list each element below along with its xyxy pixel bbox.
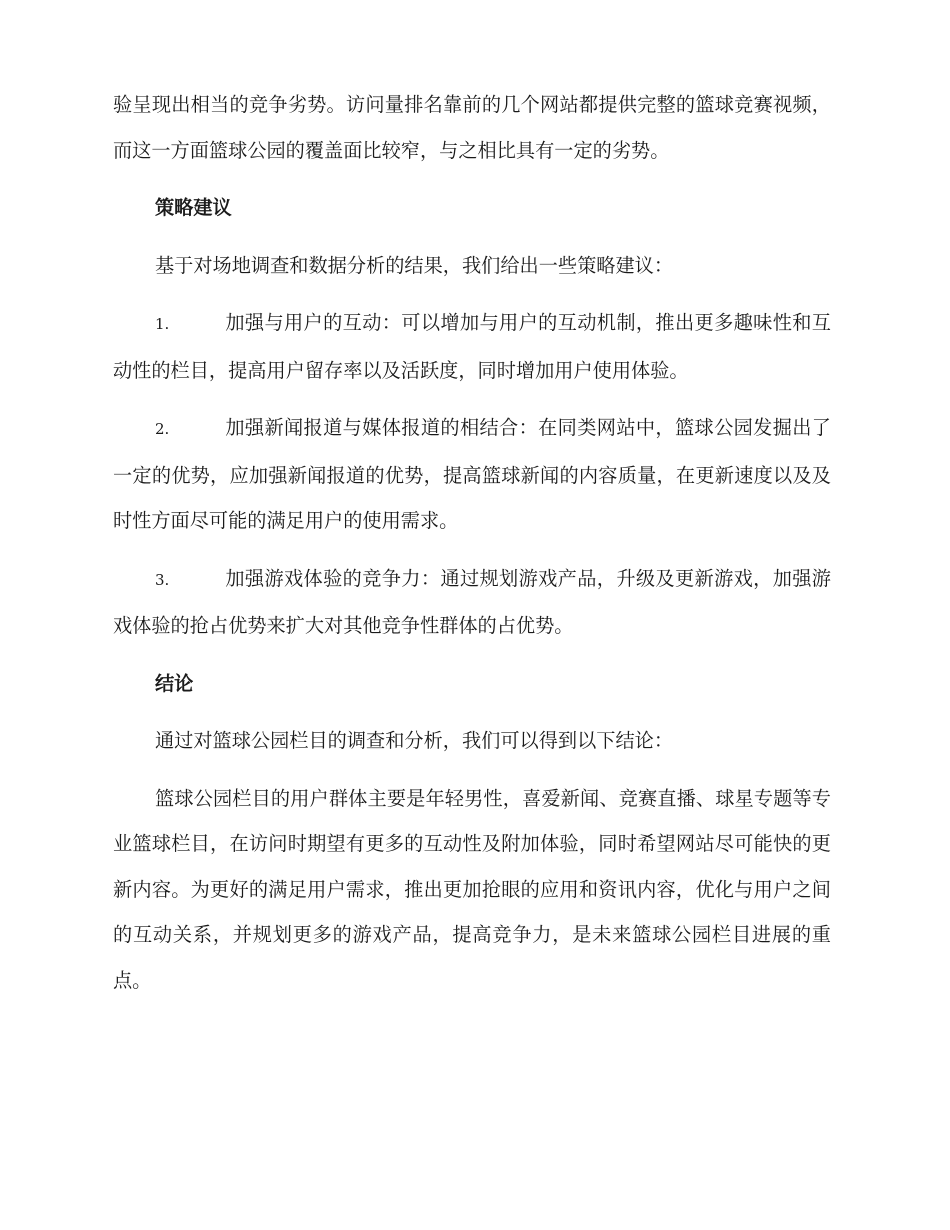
strategy-item-1 xyxy=(113,300,831,393)
strategy-intro-paragraph: 基于对场地调查和数据分析的结果，我们给出一些策略建议： xyxy=(155,253,674,277)
strategy-item-3 xyxy=(113,556,831,649)
strategy-item-text: 加强游戏体验的竞争力：通过规划游戏产品，升级及更新游戏，加强游戏体验的抢占优势来扩大对其他竞争性群体的占优势。 xyxy=(113,566,831,637)
conclusion-body-paragraph: 篮球公园栏目的用户群体主要是年轻男性，喜爱新闻、竞赛直播、球星专题等专业篮球栏目，在访问时期望有更多的互动性及附加体验，同时希望网站尽可能快的更新内容。为更好的满足用户需求，推出更加抢眼的应用和资讯内容，优化与用户之间的互动关系，并规划更多的游戏产品，提高竞争力，是未来篮球公园栏目进展的重点。 xyxy=(113,786,831,992)
strategy-item-number: 2. xyxy=(155,420,170,438)
document-page xyxy=(113,93,831,1015)
strategy-item-number: 3. xyxy=(155,570,170,589)
strategy-item-text: 加强新闻报道与媒体报道的相结合：在同类网站中，篮球公园发掘出了一定的优势，应加强新闻报道的优势，提高篮球新闻的内容质量，在更新速度以及及时性方面尽可能的满足用户的使用需求。 xyxy=(113,416,831,532)
conclusion-heading: 结论 xyxy=(155,671,194,695)
strategy-item-number: 1. xyxy=(155,315,170,333)
strategy-heading: 策略建议 xyxy=(155,196,232,219)
conclusion-intro-paragraph: 通过对篮球公园栏目的调查和分析，我们可以得到以下结论： xyxy=(155,729,674,752)
strategy-item-2 xyxy=(113,405,831,544)
strategy-item-text: 加强与用户的互动：可以增加与用户的互动机制，推出更多趣味性和互动性的栏目，提高用户留存率以及活跃度，同时增加用户使用体验。 xyxy=(113,311,831,382)
intro-continuation-paragraph: 验呈现出相当的竞争劣势。访问量排名靠前的几个网站都提供完整的篮球竞赛视频，而这一方面篮球公园的覆盖面比较窄，与之相比具有一定的劣势。 xyxy=(113,93,831,162)
